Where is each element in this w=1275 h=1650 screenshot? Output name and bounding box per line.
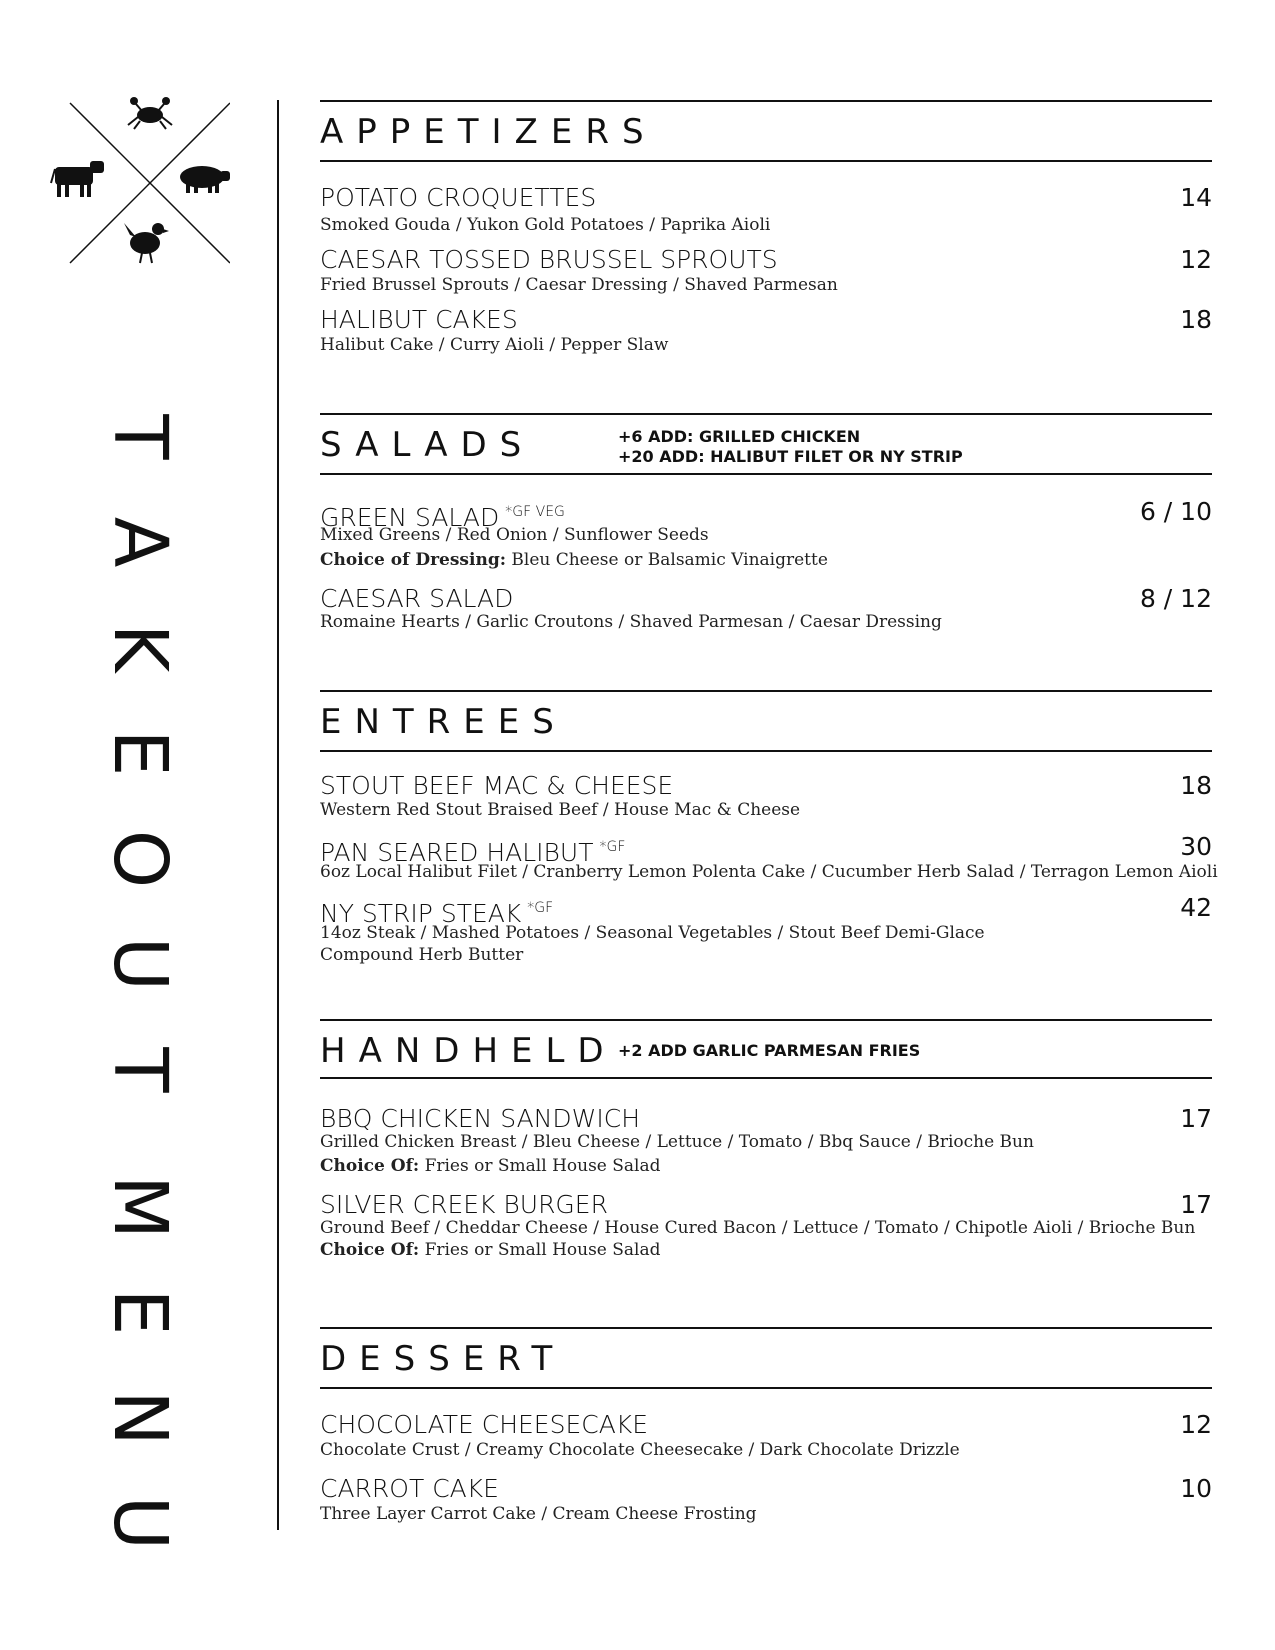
section-rule <box>320 750 1212 752</box>
vertical-title-letter: T <box>97 414 183 460</box>
choice-label: Choice Of: <box>320 1156 420 1176</box>
vertical-title-letter: T <box>97 1047 183 1093</box>
section-rule <box>320 100 1212 102</box>
item-description: 14oz Steak / Mashed Potatoes / Seasonal Vegetables / Stout Beef Demi-Glace <box>320 923 985 943</box>
item-name-text: PAN SEARED HALIBUT <box>320 838 594 867</box>
item-name-text: GREEN SALAD <box>320 503 500 532</box>
item-tag: *GF <box>527 900 554 916</box>
vertical-title-letter: E <box>97 1288 183 1336</box>
pig-icon <box>180 166 230 193</box>
vertical-title-letter: U <box>97 937 183 992</box>
item-description: Chocolate Crust / Creamy Chocolate Cheesecake / Dark Chocolate Drizzle <box>320 1440 960 1460</box>
item-description: 6oz Local Halibut Filet / Cranberry Lemon Polenta Cake / Cucumber Herb Salad / Terragon Lemon Aioli <box>320 862 1218 882</box>
item-tag: *GF VEG <box>505 504 565 520</box>
cow-icon <box>51 161 104 197</box>
item-price: 6 / 10 <box>1139 497 1212 526</box>
item-price: 14 <box>1180 183 1212 212</box>
item-description: Compound Herb Butter <box>320 945 524 965</box>
item-name: CAESAR SALAD <box>320 584 514 613</box>
item-name: BBQ CHICKEN SANDWICH <box>320 1104 641 1133</box>
vertical-title-letter: O <box>97 829 183 888</box>
section-title: DESSERT <box>320 1339 566 1379</box>
section-rule <box>320 473 1212 475</box>
vertical-title-letter: U <box>97 1495 183 1551</box>
item-description: Ground Beef / Cheddar Cheese / House Cured Bacon / Lettuce / Tomato / Chipotle Aioli / Brioche Bun <box>320 1218 1196 1238</box>
item-name: CHOCOLATE CHEESECAKE <box>320 1410 649 1439</box>
item-choice <box>320 1239 661 1261</box>
logo <box>50 95 230 275</box>
item-description: Three Layer Carrot Cake / Cream Cheese Frosting <box>320 1504 757 1524</box>
item-price: 8 / 12 <box>1139 584 1212 613</box>
section-rule <box>320 1019 1212 1021</box>
item-description: Fried Brussel Sprouts / Caesar Dressing / Shaved Parmesan <box>320 275 838 295</box>
section-rule <box>320 1387 1212 1389</box>
crab-icon <box>128 97 172 129</box>
vertical-title-letter: N <box>97 1389 183 1446</box>
item-price: 18 <box>1180 771 1212 800</box>
item-description: Western Red Stout Braised Beef / House Mac & Cheese <box>320 800 801 820</box>
vertical-title-letter: K <box>97 623 183 673</box>
item-name: SILVER CREEK BURGER <box>320 1190 608 1219</box>
section-note: +6 ADD: GRILLED CHICKEN <box>618 427 861 446</box>
section-rule <box>320 160 1212 162</box>
choice-label: Choice of Dressing: <box>320 550 506 570</box>
item-price: 12 <box>1180 1410 1212 1439</box>
section-rule <box>320 1077 1212 1079</box>
section-title: ENTREES <box>320 702 567 742</box>
item-price: 30 <box>1180 832 1212 861</box>
item-price: 17 <box>1180 1190 1212 1219</box>
item-description: Halibut Cake / Curry Aioli / Pepper Slaw <box>320 335 669 355</box>
item-price: 17 <box>1180 1104 1212 1133</box>
section-title: APPETIZERS <box>320 112 657 152</box>
choice-text: Fries or Small House Salad <box>419 1240 661 1260</box>
item-choice <box>320 1155 661 1177</box>
chicken-icon <box>124 223 169 263</box>
choice-text: Fries or Small House Salad <box>419 1156 661 1176</box>
section-rule <box>320 413 1212 415</box>
item-name: POTATO CROQUETTES <box>320 183 597 212</box>
vertical-divider <box>277 100 279 1530</box>
section-note: +2 ADD GARLIC PARMESAN FRIES <box>618 1041 921 1060</box>
choice-label: Choice Of: <box>320 1240 420 1260</box>
item-price: 42 <box>1180 893 1212 922</box>
item-name: CAESAR TOSSED BRUSSEL SPROUTS <box>320 245 778 274</box>
item-description: Grilled Chicken Breast / Bleu Cheese / Lettuce / Tomato / Bbq Sauce / Brioche Bun <box>320 1132 1034 1152</box>
section-note: +20 ADD: HALIBUT FILET OR NY STRIP <box>618 447 963 466</box>
vertical-title-letter: E <box>97 729 183 777</box>
item-description: Romaine Hearts / Garlic Croutons / Shaved Parmesan / Caesar Dressing <box>320 612 942 632</box>
section-title: SALADS <box>320 425 535 465</box>
item-name: HALIBUT CAKES <box>320 305 518 334</box>
choice-text: Bleu Cheese or Balsamic Vinaigrette <box>505 550 828 570</box>
section-rule <box>320 1327 1212 1329</box>
item-name: CARROT CAKE <box>320 1474 499 1503</box>
item-name: STOUT BEEF MAC & CHEESE <box>320 771 674 800</box>
item-description: Smoked Gouda / Yukon Gold Potatoes / Paprika Aioli <box>320 215 771 235</box>
section-rule <box>320 690 1212 692</box>
item-tag: *GF <box>599 839 626 855</box>
section-title: HANDHELD <box>320 1031 617 1071</box>
item-name-text: NY STRIP STEAK <box>320 899 522 928</box>
item-price: 12 <box>1180 245 1212 274</box>
item-price: 18 <box>1180 305 1212 334</box>
item-description: Mixed Greens / Red Onion / Sunflower Seeds <box>320 525 709 545</box>
vertical-title-letter: M <box>97 1174 183 1239</box>
item-price: 10 <box>1180 1474 1212 1503</box>
vertical-title-letter: A <box>97 517 183 568</box>
item-choice <box>320 549 828 571</box>
vertical-title <box>95 400 185 1560</box>
